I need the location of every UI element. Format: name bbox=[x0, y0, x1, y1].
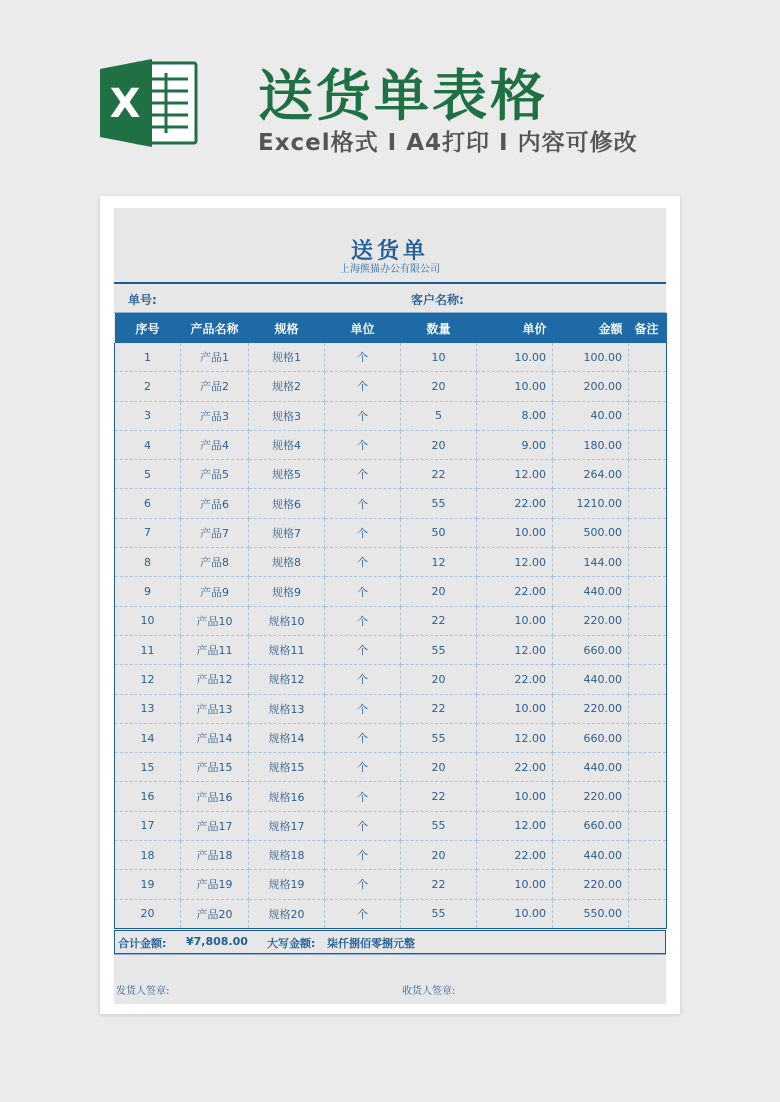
cell-quantity: 20 bbox=[401, 841, 477, 870]
cell-product-name: 产品6 bbox=[181, 489, 249, 518]
cell-unit: 个 bbox=[325, 460, 401, 489]
cell-spec: 规格19 bbox=[249, 870, 325, 899]
cell-index: 19 bbox=[115, 870, 181, 899]
sender-signature-label: 发货人签章: bbox=[116, 986, 170, 997]
cell-remarks bbox=[629, 723, 667, 752]
cell-product-name: 产品4 bbox=[181, 430, 249, 459]
cell-unit: 个 bbox=[325, 753, 401, 782]
cell-unit-price: 22.00 bbox=[477, 577, 553, 606]
totals-row bbox=[114, 930, 666, 954]
receiver-signature-label: 收货人签章: bbox=[402, 986, 456, 997]
cell-quantity: 22 bbox=[401, 694, 477, 723]
cell-unit-price: 10.00 bbox=[477, 518, 553, 547]
cell-index: 14 bbox=[115, 723, 181, 752]
cell-product-name: 产品10 bbox=[181, 606, 249, 635]
cell-unit-price: 12.00 bbox=[477, 548, 553, 577]
cell-unit: 个 bbox=[325, 343, 401, 372]
cell-index: 20 bbox=[115, 899, 181, 928]
table-body bbox=[115, 343, 667, 928]
cell-product-name: 产品14 bbox=[181, 723, 249, 752]
cell-remarks bbox=[629, 870, 667, 899]
cell-unit-price: 10.00 bbox=[477, 870, 553, 899]
header-quantity: 数量 bbox=[401, 313, 477, 343]
table-row bbox=[115, 723, 667, 752]
cell-product-name: 产品2 bbox=[181, 372, 249, 401]
cell-unit-price: 10.00 bbox=[477, 343, 553, 372]
cell-amount: 440.00 bbox=[553, 841, 629, 870]
cell-product-name: 产品13 bbox=[181, 694, 249, 723]
cell-unit-price: 8.00 bbox=[477, 401, 553, 430]
cell-unit-price: 22.00 bbox=[477, 489, 553, 518]
cell-spec: 规格11 bbox=[249, 635, 325, 664]
cell-amount: 220.00 bbox=[553, 694, 629, 723]
cell-quantity: 22 bbox=[401, 460, 477, 489]
cell-remarks bbox=[629, 401, 667, 430]
cell-amount: 440.00 bbox=[553, 577, 629, 606]
cell-remarks bbox=[629, 811, 667, 840]
cell-product-name: 产品5 bbox=[181, 460, 249, 489]
cell-remarks bbox=[629, 782, 667, 811]
cell-spec: 规格15 bbox=[249, 753, 325, 782]
cell-index: 2 bbox=[115, 372, 181, 401]
cell-unit: 个 bbox=[325, 811, 401, 840]
cell-index: 4 bbox=[115, 430, 181, 459]
cell-amount: 220.00 bbox=[553, 606, 629, 635]
cell-product-name: 产品19 bbox=[181, 870, 249, 899]
cell-product-name: 产品17 bbox=[181, 811, 249, 840]
total-amount-label: 合计金额: bbox=[118, 937, 167, 950]
banner-title: 送货单表格 bbox=[258, 64, 549, 128]
cell-remarks bbox=[629, 899, 667, 928]
cell-remarks bbox=[629, 753, 667, 782]
cell-index: 10 bbox=[115, 606, 181, 635]
cell-amount: 264.00 bbox=[553, 460, 629, 489]
cell-spec: 规格9 bbox=[249, 577, 325, 606]
cell-amount: 144.00 bbox=[553, 548, 629, 577]
cell-quantity: 55 bbox=[401, 899, 477, 928]
table-row bbox=[115, 811, 667, 840]
cell-unit: 个 bbox=[325, 665, 401, 694]
cell-product-name: 产品20 bbox=[181, 899, 249, 928]
cell-amount: 440.00 bbox=[553, 753, 629, 782]
header-index: 序号 bbox=[115, 313, 181, 343]
cell-quantity: 10 bbox=[401, 343, 477, 372]
cell-remarks bbox=[629, 577, 667, 606]
customer-name-label: 客户名称: bbox=[411, 293, 464, 307]
cell-remarks bbox=[629, 489, 667, 518]
cell-unit: 个 bbox=[325, 723, 401, 752]
cell-unit-price: 22.00 bbox=[477, 753, 553, 782]
cell-unit: 个 bbox=[325, 401, 401, 430]
cell-quantity: 22 bbox=[401, 782, 477, 811]
cell-unit-price: 10.00 bbox=[477, 899, 553, 928]
cell-unit-price: 10.00 bbox=[477, 782, 553, 811]
cell-spec: 规格8 bbox=[249, 548, 325, 577]
cell-index: 15 bbox=[115, 753, 181, 782]
cell-spec: 规格4 bbox=[249, 430, 325, 459]
table-row bbox=[115, 372, 667, 401]
cell-index: 6 bbox=[115, 489, 181, 518]
cell-unit-price: 10.00 bbox=[477, 694, 553, 723]
cell-unit: 个 bbox=[325, 606, 401, 635]
cell-quantity: 5 bbox=[401, 401, 477, 430]
total-amount-value: ¥7,808.00 bbox=[186, 935, 248, 948]
cell-index: 9 bbox=[115, 577, 181, 606]
spreadsheet-area bbox=[114, 208, 666, 1004]
cell-amount: 550.00 bbox=[553, 899, 629, 928]
table-row bbox=[115, 870, 667, 899]
cell-remarks bbox=[629, 548, 667, 577]
cell-spec: 规格16 bbox=[249, 782, 325, 811]
cell-unit-price: 22.00 bbox=[477, 665, 553, 694]
header-remarks: 备注 bbox=[629, 313, 667, 343]
banner bbox=[0, 0, 780, 190]
cell-product-name: 产品8 bbox=[181, 548, 249, 577]
excel-logo-letter: X bbox=[109, 81, 141, 127]
title-divider bbox=[114, 282, 666, 284]
cell-index: 18 bbox=[115, 841, 181, 870]
table-row bbox=[115, 635, 667, 664]
items-table bbox=[114, 313, 667, 929]
cell-amount: 220.00 bbox=[553, 782, 629, 811]
cell-remarks bbox=[629, 372, 667, 401]
cell-unit: 个 bbox=[325, 635, 401, 664]
table-row bbox=[115, 548, 667, 577]
order-number-label: 单号: bbox=[128, 293, 157, 307]
cell-amount: 220.00 bbox=[553, 870, 629, 899]
header-unit-price: 单价 bbox=[477, 313, 553, 343]
cell-remarks bbox=[629, 665, 667, 694]
table-row bbox=[115, 518, 667, 547]
table-row bbox=[115, 899, 667, 928]
cell-unit: 个 bbox=[325, 430, 401, 459]
header-product-name: 产品名称 bbox=[181, 313, 249, 343]
cell-quantity: 55 bbox=[401, 635, 477, 664]
cell-quantity: 22 bbox=[401, 606, 477, 635]
excel-icon bbox=[100, 57, 198, 149]
cell-unit: 个 bbox=[325, 548, 401, 577]
cell-spec: 规格2 bbox=[249, 372, 325, 401]
cell-spec: 规格10 bbox=[249, 606, 325, 635]
table-row bbox=[115, 460, 667, 489]
company-name: 上海熊猫办公有限公司 bbox=[340, 264, 440, 275]
table-row bbox=[115, 577, 667, 606]
cell-amount: 440.00 bbox=[553, 665, 629, 694]
cell-remarks bbox=[629, 694, 667, 723]
table-row bbox=[115, 343, 667, 372]
cell-unit: 个 bbox=[325, 899, 401, 928]
cell-remarks bbox=[629, 343, 667, 372]
cell-product-name: 产品9 bbox=[181, 577, 249, 606]
document-page bbox=[100, 196, 680, 1014]
capital-amount-value: 柒仟捌佰零捌元整 bbox=[327, 937, 415, 950]
cell-unit-price: 12.00 bbox=[477, 635, 553, 664]
cell-product-name: 产品18 bbox=[181, 841, 249, 870]
cell-remarks bbox=[629, 460, 667, 489]
cell-unit: 个 bbox=[325, 782, 401, 811]
capital-amount-label: 大写金额: bbox=[267, 937, 316, 950]
cell-unit: 个 bbox=[325, 518, 401, 547]
cell-product-name: 产品1 bbox=[181, 343, 249, 372]
cell-index: 13 bbox=[115, 694, 181, 723]
cell-amount: 100.00 bbox=[553, 343, 629, 372]
table-row bbox=[115, 489, 667, 518]
cell-product-name: 产品7 bbox=[181, 518, 249, 547]
cell-index: 12 bbox=[115, 665, 181, 694]
table-row bbox=[115, 401, 667, 430]
cell-index: 3 bbox=[115, 401, 181, 430]
cell-index: 5 bbox=[115, 460, 181, 489]
cell-amount: 200.00 bbox=[553, 372, 629, 401]
cell-amount: 660.00 bbox=[553, 811, 629, 840]
cell-spec: 规格12 bbox=[249, 665, 325, 694]
cell-unit-price: 22.00 bbox=[477, 841, 553, 870]
cell-amount: 500.00 bbox=[553, 518, 629, 547]
cell-unit-price: 12.00 bbox=[477, 723, 553, 752]
cell-unit: 个 bbox=[325, 841, 401, 870]
cell-index: 11 bbox=[115, 635, 181, 664]
cell-amount: 1210.00 bbox=[553, 489, 629, 518]
cell-unit-price: 12.00 bbox=[477, 460, 553, 489]
cell-quantity: 55 bbox=[401, 811, 477, 840]
cell-quantity: 20 bbox=[401, 430, 477, 459]
table-row bbox=[115, 694, 667, 723]
cell-amount: 660.00 bbox=[553, 723, 629, 752]
cell-spec: 规格3 bbox=[249, 401, 325, 430]
table-row bbox=[115, 430, 667, 459]
cell-quantity: 55 bbox=[401, 723, 477, 752]
cell-quantity: 20 bbox=[401, 753, 477, 782]
cell-quantity: 12 bbox=[401, 548, 477, 577]
cell-quantity: 20 bbox=[401, 372, 477, 401]
cell-remarks bbox=[629, 430, 667, 459]
cell-amount: 180.00 bbox=[553, 430, 629, 459]
cell-remarks bbox=[629, 841, 667, 870]
table-row bbox=[115, 753, 667, 782]
totals-divider bbox=[114, 954, 666, 955]
banner-subtitle: Excel格式 I A4打印 I 内容可修改 bbox=[258, 130, 638, 156]
cell-unit-price: 10.00 bbox=[477, 606, 553, 635]
cell-spec: 规格18 bbox=[249, 841, 325, 870]
cell-spec: 规格13 bbox=[249, 694, 325, 723]
cell-unit: 个 bbox=[325, 489, 401, 518]
cell-product-name: 产品15 bbox=[181, 753, 249, 782]
cell-spec: 规格20 bbox=[249, 899, 325, 928]
header-spec: 规格 bbox=[249, 313, 325, 343]
cell-index: 17 bbox=[115, 811, 181, 840]
cell-index: 8 bbox=[115, 548, 181, 577]
table-row bbox=[115, 665, 667, 694]
cell-remarks bbox=[629, 635, 667, 664]
cell-index: 1 bbox=[115, 343, 181, 372]
cell-remarks bbox=[629, 606, 667, 635]
cell-product-name: 产品3 bbox=[181, 401, 249, 430]
cell-quantity: 50 bbox=[401, 518, 477, 547]
cell-unit-price: 9.00 bbox=[477, 430, 553, 459]
cell-amount: 40.00 bbox=[553, 401, 629, 430]
cell-spec: 规格1 bbox=[249, 343, 325, 372]
cell-product-name: 产品16 bbox=[181, 782, 249, 811]
cell-unit-price: 10.00 bbox=[477, 372, 553, 401]
table-row bbox=[115, 841, 667, 870]
cell-index: 16 bbox=[115, 782, 181, 811]
header-unit: 单位 bbox=[325, 313, 401, 343]
document-title: 送货单 bbox=[350, 239, 429, 264]
cell-spec: 规格14 bbox=[249, 723, 325, 752]
cell-remarks bbox=[629, 518, 667, 547]
cell-spec: 规格5 bbox=[249, 460, 325, 489]
cell-quantity: 55 bbox=[401, 489, 477, 518]
cell-unit: 个 bbox=[325, 870, 401, 899]
cell-unit: 个 bbox=[325, 694, 401, 723]
cell-quantity: 22 bbox=[401, 870, 477, 899]
cell-unit: 个 bbox=[325, 372, 401, 401]
table-row bbox=[115, 782, 667, 811]
table-header-row bbox=[115, 313, 667, 343]
cell-index: 7 bbox=[115, 518, 181, 547]
cell-spec: 规格17 bbox=[249, 811, 325, 840]
cell-quantity: 20 bbox=[401, 665, 477, 694]
cell-unit-price: 12.00 bbox=[477, 811, 553, 840]
table-row bbox=[115, 606, 667, 635]
cell-spec: 规格6 bbox=[249, 489, 325, 518]
cell-spec: 规格7 bbox=[249, 518, 325, 547]
cell-unit: 个 bbox=[325, 577, 401, 606]
cell-amount: 660.00 bbox=[553, 635, 629, 664]
cell-product-name: 产品12 bbox=[181, 665, 249, 694]
cell-quantity: 20 bbox=[401, 577, 477, 606]
header-amount: 金额 bbox=[553, 313, 629, 343]
cell-product-name: 产品11 bbox=[181, 635, 249, 664]
